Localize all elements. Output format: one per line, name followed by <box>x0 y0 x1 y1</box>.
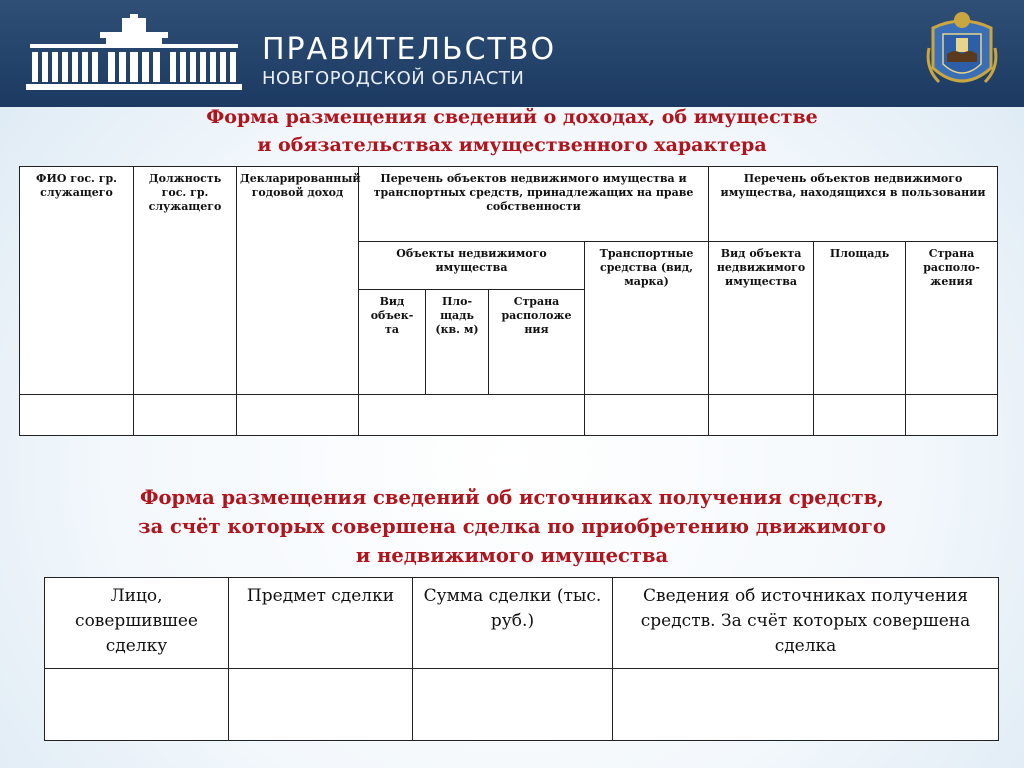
form1-title <box>0 103 1024 159</box>
header-used-type: Вид объекта недвижимого имущества <box>709 242 814 395</box>
coat-of-arms-icon <box>925 8 999 100</box>
empty-cell <box>45 669 229 741</box>
empty-cell <box>237 395 359 436</box>
empty-cell <box>134 395 237 436</box>
header-used-area: Площадь <box>814 242 906 395</box>
table-row <box>20 395 998 436</box>
form1-title-line2: и обязательствах имущественного характера <box>257 134 767 156</box>
form1-title-line1: Форма размещения сведений о доходах, об имуществе <box>206 106 818 128</box>
form2-title <box>0 483 1024 570</box>
government-building-logo <box>26 14 242 92</box>
deal-sources-table <box>44 577 999 741</box>
header-income: Декларированный годовой доход <box>237 167 359 395</box>
empty-cell <box>359 395 585 436</box>
empty-cell <box>814 395 906 436</box>
header-owned-property: Перечень объектов недвижимого имущества и транспортных средств, принадлежащих на праве собственности <box>359 167 709 242</box>
income-property-table <box>19 166 998 436</box>
header-used-property: Перечень объектов недвижимого имущества, находящихся в пользовании <box>709 167 998 242</box>
empty-cell <box>709 395 814 436</box>
form2-title-line2: за счёт которых совершена сделка по приобретению движимого <box>138 515 886 538</box>
empty-cell <box>229 669 413 741</box>
header-sources: Сведения об источниках получения средств. За счёт которых совершена сделка <box>613 578 999 669</box>
header-used-country: Страна располо- жения <box>906 242 998 395</box>
empty-cell <box>906 395 998 436</box>
header-object-area: Пло- щадь (кв. м) <box>426 290 489 395</box>
header-transport: Транспортные средства (вид, марка) <box>585 242 709 395</box>
empty-cell <box>20 395 134 436</box>
empty-cell <box>585 395 709 436</box>
header-position: Должность гос. гр. служащего <box>134 167 237 395</box>
header-object-type: Вид объек- та <box>359 290 426 395</box>
header-subject: Предмет сделки <box>229 578 413 669</box>
header-banner <box>0 0 1024 107</box>
government-title: ПРАВИТЕЛЬСТВО <box>262 32 557 67</box>
header-sum: Сумма сделки (тыс. руб.) <box>413 578 613 669</box>
header-fio: ФИО гос. гр. служащего <box>20 167 134 395</box>
form2-title-line3: и недвижимого имущества <box>355 544 669 567</box>
header-object-country: Страна расположе ния <box>489 290 585 395</box>
empty-cell <box>613 669 999 741</box>
form2-title-line1: Форма размещения сведений об источниках получения средств, <box>140 486 884 509</box>
table-row <box>45 669 999 741</box>
header-person: Лицо, совершившее сделку <box>45 578 229 669</box>
header-realty-objects: Объекты недвижимого имущества <box>359 242 585 290</box>
government-subtitle: НОВГОРОДСКОЙ ОБЛАСТИ <box>262 68 525 89</box>
empty-cell <box>413 669 613 741</box>
